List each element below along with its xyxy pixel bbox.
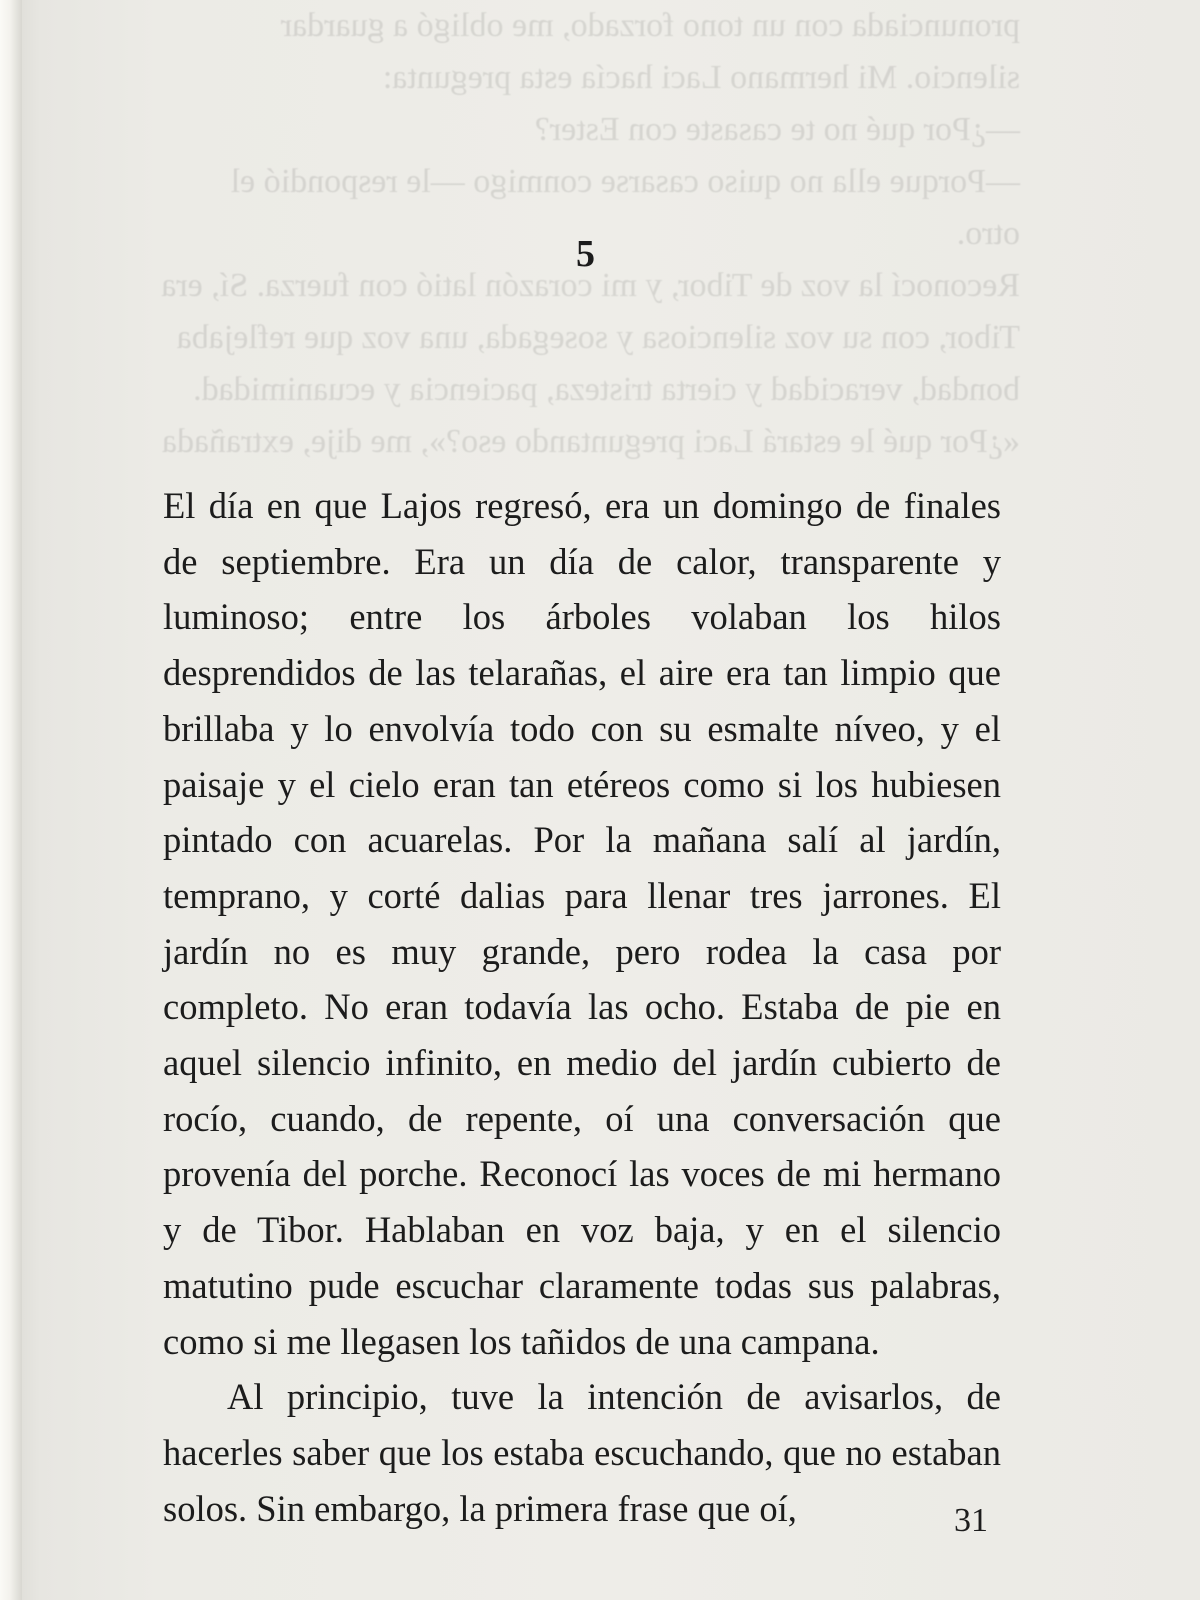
chapter-body — [163, 478, 1001, 1536]
paragraph: El día en que Lajos regresó, era un domingo de finales de septiembre. Era un día de calor, transparente y luminoso; entre los árboles volaban los hilos desprendidos de las telarañas, el aire era tan limpio que brillaba y lo envolvía todo con su esmalte níveo, y el paisaje y el cielo eran tan etéreos como si los hubiesen pintado con acuarelas. Por la mañana salí al jardín, temprano, y corté dalias para llenar tres jarrones. El jardín no es muy grande, pero rodea la casa por completo. No eran todavía las ocho. Estaba de pie en aquel silencio infinito, en medio del jardín cubierto de rocío, cuando, de repente, oí una conversación que provenía del porche. Reconocí las voces de mi hermano y de Tibor. Hablaban en voz baja, y en el silencio matutino pude escuchar claramente todas sus palabras, como si me llegasen los tañidos de una campana. — [163, 485, 1001, 1362]
show-through-text: pronunciada con un tono forzado, me obligó a guardar silencio. Mi hermano Laci hacía esta pregunta: —¿Por qué no te casaste con Ester? —Porque ella no quiso casarse conmigo —le respondió el otro. Reconocí la voz de Tibor, y mi corazón latió con fuerza. Sí, era Tibor, con su voz silenciosa y sosegada, una voz que reflejaba bondad, veracidad y cierta tristeza, paciencia y ecuanimidad. «¿Por qué le estará Laci preguntando eso?», me dije, extrañada — [161, 7, 1020, 460]
paragraph: Al principio, tuve la intención de avisarlos, de hacerles saber que los estaba escuchando, que no estaban solos. Sin embargo, la primera frase que oí, — [163, 1376, 1001, 1529]
page-number: 31 — [954, 1502, 988, 1539]
chapter-number: 5 — [576, 233, 596, 275]
